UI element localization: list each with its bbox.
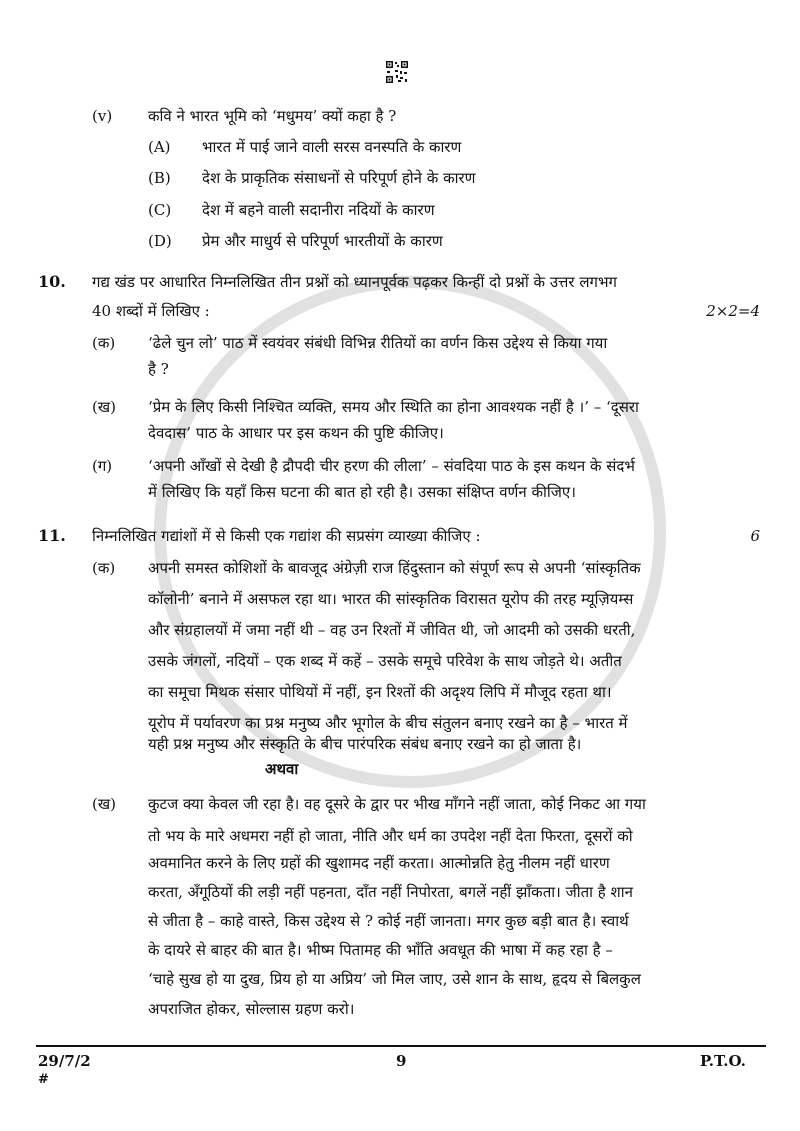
q10-instruction: गद्य खंड पर आधारित निम्नलिखित तीन प्रश्नों को ध्यानपूर्वक पढ़कर किन्हीं दो प्रश्नों के उत्तर लगभग [92, 273, 617, 291]
passage-line: का समूचा मिथक संसार पोथियों में नहीं, इन रिश्तों की अदृश्य लिपि में मौजूद रहता था। [148, 683, 612, 701]
q9v-question: कवि ने भारत भूमि को ‘मधुमय’ क्यों कहा है ? [148, 107, 397, 125]
part-text: ‘अपनी आँखों से देखी है द्रौपदी चीर हरण की लीला’ – संवदिया पाठ के इस कथन के संदर्भ [148, 457, 635, 475]
part-text: देवदास’ पाठ के आधार पर इस कथन की पुष्टि कीजिए। [148, 424, 444, 442]
passage-line: से जीता है – काहे वास्ते, किस उद्देश्य से ? कोई नहीं जानता। मगर कुछ बड़ी बात है। स्वार्थ [148, 912, 629, 930]
option-text: देश में बहने वाली सदानीरा नदियों के कारण [202, 201, 435, 219]
passage-line: यही प्रश्न मनुष्य और संस्कृति के बीच पारंपरिक संबंध बनाए रखने का हो जाता है। [148, 735, 582, 753]
pto-label: P.T.O. [700, 1052, 746, 1070]
passage-line: कुटज क्या केवल जी रहा है। वह दूसरे के द्वार पर भीख माँगने नहीं जाता, कोई निकट आ गया [148, 795, 646, 813]
option-label: (C) [148, 201, 172, 219]
q9v-label: (v) [92, 107, 113, 125]
passage-line: के दायरे से बाहर की बात है। भीष्म पितामह की भाँति अवधूत की भाषा में कह रहा है – [148, 941, 613, 959]
passage-line: कॉलोनी’ बनाने में असफल रहा था। भारत की सांस्कृतिक विरासत यूरोप की तरह म्यूज़ियम्स [148, 590, 634, 608]
passage-line: और संग्रहालयों में जमा नहीं थी – वह उन रिश्तों में जीवित थी, जो आदमी को उसकी धरती, [148, 621, 636, 639]
q10-instruction: 40 शब्दों में लिखिए : [92, 302, 210, 320]
option-text: देश के प्राकृतिक संसाधनों से परिपूर्ण होने के कारण [202, 169, 476, 187]
option-text: प्रेम और माधुर्य से परिपूर्ण भारतीयों के कारण [202, 232, 443, 250]
option-label: (A) [148, 138, 171, 156]
part-label: (ख) [92, 795, 116, 813]
passage-line: अपराजित होकर, सोल्लास ग्रहण करो। [148, 1000, 355, 1018]
passage-line: अवमानित करने के लिए ग्रहों की खुशामद नहीं करता। आत्मोन्नति हेतु नीलम नहीं धारण [148, 854, 610, 872]
passage-line: उसके जंगलों, नदियों – एक शब्द में कहें – उसके समूचे परिवेश के साथ जोड़ते थे। अतीत [148, 652, 622, 670]
part-label: (क) [92, 334, 116, 352]
question-number: 11. [38, 526, 66, 545]
passage-line: तो भय के मारे अधमरा नहीं हो जाता, नीति और धर्म का उपदेश नहीं देता फिरता, दूसरों को [148, 827, 633, 845]
part-text: ‘प्रेम के लिए किसी निश्चित व्यक्ति, समय और स्थिति का होना आवश्यक नहीं है ।’ – ‘दूसरा [148, 398, 639, 416]
option-label: (B) [148, 169, 171, 187]
q11-instruction: निम्नलिखित गद्यांशों में से किसी एक गद्यांश की सप्रसंग व्याख्या कीजिए : [92, 527, 481, 545]
option-label: (D) [148, 232, 172, 250]
page-number: 9 [396, 1052, 407, 1070]
part-label: (ख) [92, 398, 116, 416]
or-separator: अथवा [265, 760, 299, 778]
passage-line: अपनी समस्त कोशिशों के बावजूद अंग्रेज़ी राज हिंदुस्तान को संपूर्ण रूप से अपनी ‘सांस्कृतिक [148, 559, 641, 577]
option-text: भारत में पाई जाने वाली सरस वनस्पति के कारण [202, 138, 462, 156]
qr-code-icon [385, 60, 409, 84]
paper-code: 29/7/2 [38, 1052, 91, 1070]
part-label: (क) [92, 559, 116, 577]
hash-mark: # [38, 1072, 49, 1087]
passage-line: करता, अँगूठियों की लड़ी नहीं पहनता, दाँत नहीं निपोरता, बगलें नहीं झाँकता। जीता है शान [148, 883, 633, 901]
part-text: है ? [148, 360, 169, 378]
q10-marks: 2×2=4 [706, 302, 760, 320]
part-text: में लिखिए कि यहाँ किस घटना की बात हो रही है। उसका संक्षिप्त वर्णन कीजिए। [148, 483, 576, 501]
part-text: ‘ढेले चुन लो’ पाठ में स्वयंवर संबंधी विभिन्न रीतियों का वर्णन किस उद्देश्य से किया गया [148, 334, 608, 352]
question-number: 10. [38, 272, 66, 291]
q11-marks: 6 [750, 527, 760, 545]
passage-line: यूरोप में पर्यावरण का प्रश्न मनुष्य और भूगोल के बीच संतुलन बनाए रखने का है – भारत में [148, 714, 628, 732]
passage-line: ‘चाहे सुख हो या दुख, प्रिय हो या अप्रिय’ जो मिल जाए, उसे शान के साथ, हृदय से बिलकुल [148, 970, 641, 988]
footer-rule [36, 1045, 766, 1047]
part-label: (ग) [92, 457, 113, 475]
